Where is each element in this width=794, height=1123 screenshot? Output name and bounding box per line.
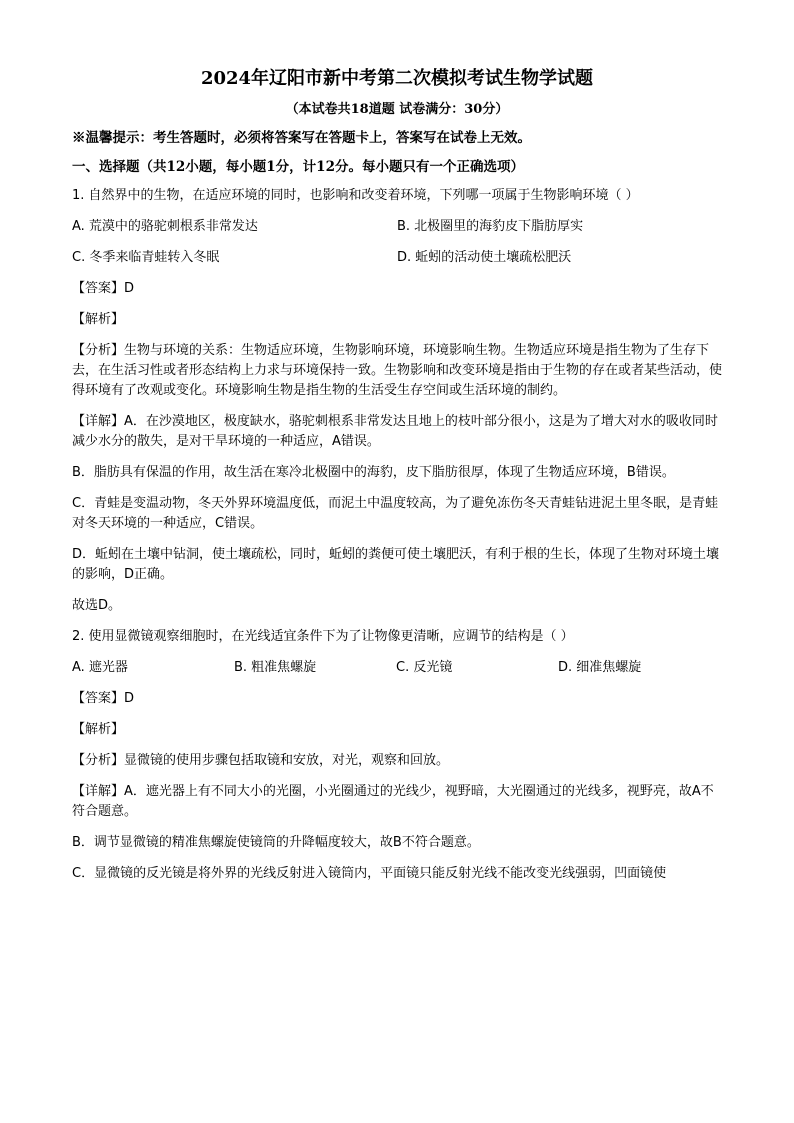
question-2 bbox=[72, 627, 722, 884]
option-b: B. 粗准焦螺旋 bbox=[234, 660, 317, 675]
detail-d: D．蚯蚓在土壤中钻洞，使土壤疏松，同时，蚯蚓的粪便可使土壤肥沃，有利于根的生长，体现了生物对环境土壤的影响，D正确。 bbox=[72, 547, 720, 582]
section-heading: 一、选择题（共12小题，每小题1分，计12分。每小题只有一个正确选项） bbox=[72, 159, 524, 175]
option-c: C. 反光镜 bbox=[396, 660, 453, 675]
option-a: A. 遮光器 bbox=[72, 660, 128, 675]
notice: ※温馨提示：考生答题时，必须将答案写在答题卡上，答案写在试卷上无效。 bbox=[72, 130, 531, 146]
question-1 bbox=[72, 186, 722, 616]
detail-b: B．脂肪具有保温的作用，故生活在寒冷北极圈中的海豹，皮下脂肪很厚，体现了生物适应环境，B错误。 bbox=[72, 465, 675, 480]
analysis-fenxi: 【分析】显微镜的使用步骤包括取镜和安放，对光，观察和回放。 bbox=[72, 753, 450, 768]
option-d: D. 细准焦螺旋 bbox=[558, 660, 642, 675]
detail-a: 【详解】A．遮光器上有不同大小的光圈，小光圈通过的光线少，视野暗，大光圈通过的光线多，视野亮，故A不符合题意。 bbox=[72, 784, 714, 819]
question-2-options bbox=[72, 658, 722, 678]
detail-c: C．青蛙是变温动物，冬天外界环境温度低，而泥土中温度较高，为了避免冻伤冬天青蛙钻进泥土里冬眠，是青蛙对冬天环境的一种适应，C错误。 bbox=[72, 496, 719, 531]
exam-page bbox=[72, 66, 722, 895]
detail-a: 【详解】A．在沙漠地区，极度缺水，骆驼刺根系非常发达且地上的枝叶部分很小，这是为了增大对水的吸收同时减少水分的散失，是对干旱环境的一种适应，A错误。 bbox=[72, 414, 718, 449]
analysis-label: 【解析】 bbox=[72, 722, 125, 737]
conclusion: 故选D。 bbox=[72, 598, 122, 613]
option-c: C. 冬季来临青蛙转入冬眠 bbox=[72, 250, 220, 265]
option-b: B. 北极圈里的海豹皮下脂肪厚实 bbox=[397, 219, 584, 234]
question-2-stem: 2. 使用显微镜观察细胞时，在光线适宜条件下为了让物像更清晰，应调节的结构是（ ） bbox=[72, 629, 574, 644]
question-1-stem: 1. 自然界中的生物，在适应环境的同时，也影响和改变着环境，下列哪一项属于生物影响环境（ ） bbox=[72, 188, 639, 203]
answer-label: 【答案】D bbox=[72, 281, 135, 296]
answer-label: 【答案】D bbox=[72, 691, 135, 706]
detail-c: C．显微镜的反光镜是将外界的光线反射进入镜筒内，平面镜只能反射光线不能改变光线强弱，凹面镜使 bbox=[72, 866, 667, 881]
exam-title: 2024年辽阳市新中考第二次模拟考试生物学试题 bbox=[200, 68, 594, 89]
question-1-options-row2 bbox=[72, 248, 722, 268]
detail-b: B．调节显微镜的精准焦螺旋使镜筒的升降幅度较大，故B不符合题意。 bbox=[72, 835, 480, 850]
analysis-label: 【解析】 bbox=[72, 312, 125, 327]
question-1-options bbox=[72, 217, 722, 237]
analysis-fenxi: 【分析】生物与环境的关系：生物适应环境，生物影响环境，环境影响生物。生物适应环境是指生物为了生存下去，在生活习性或者形态结构上力求与环境保持一致。生物影响和改变环境是指由于生物的存在或者某些活动，使得环境有了改观或变化。环境影响生物是指生物的生活受生存空间或生活环境的制约。 bbox=[72, 343, 723, 398]
option-a: A. 荒漠中的骆驼刺根系非常发达 bbox=[72, 219, 258, 234]
exam-subtitle: （本试卷共18道题 试卷满分：30分） bbox=[285, 102, 509, 117]
option-d: D. 蚯蚓的活动使土壤疏松肥沃 bbox=[397, 250, 572, 265]
